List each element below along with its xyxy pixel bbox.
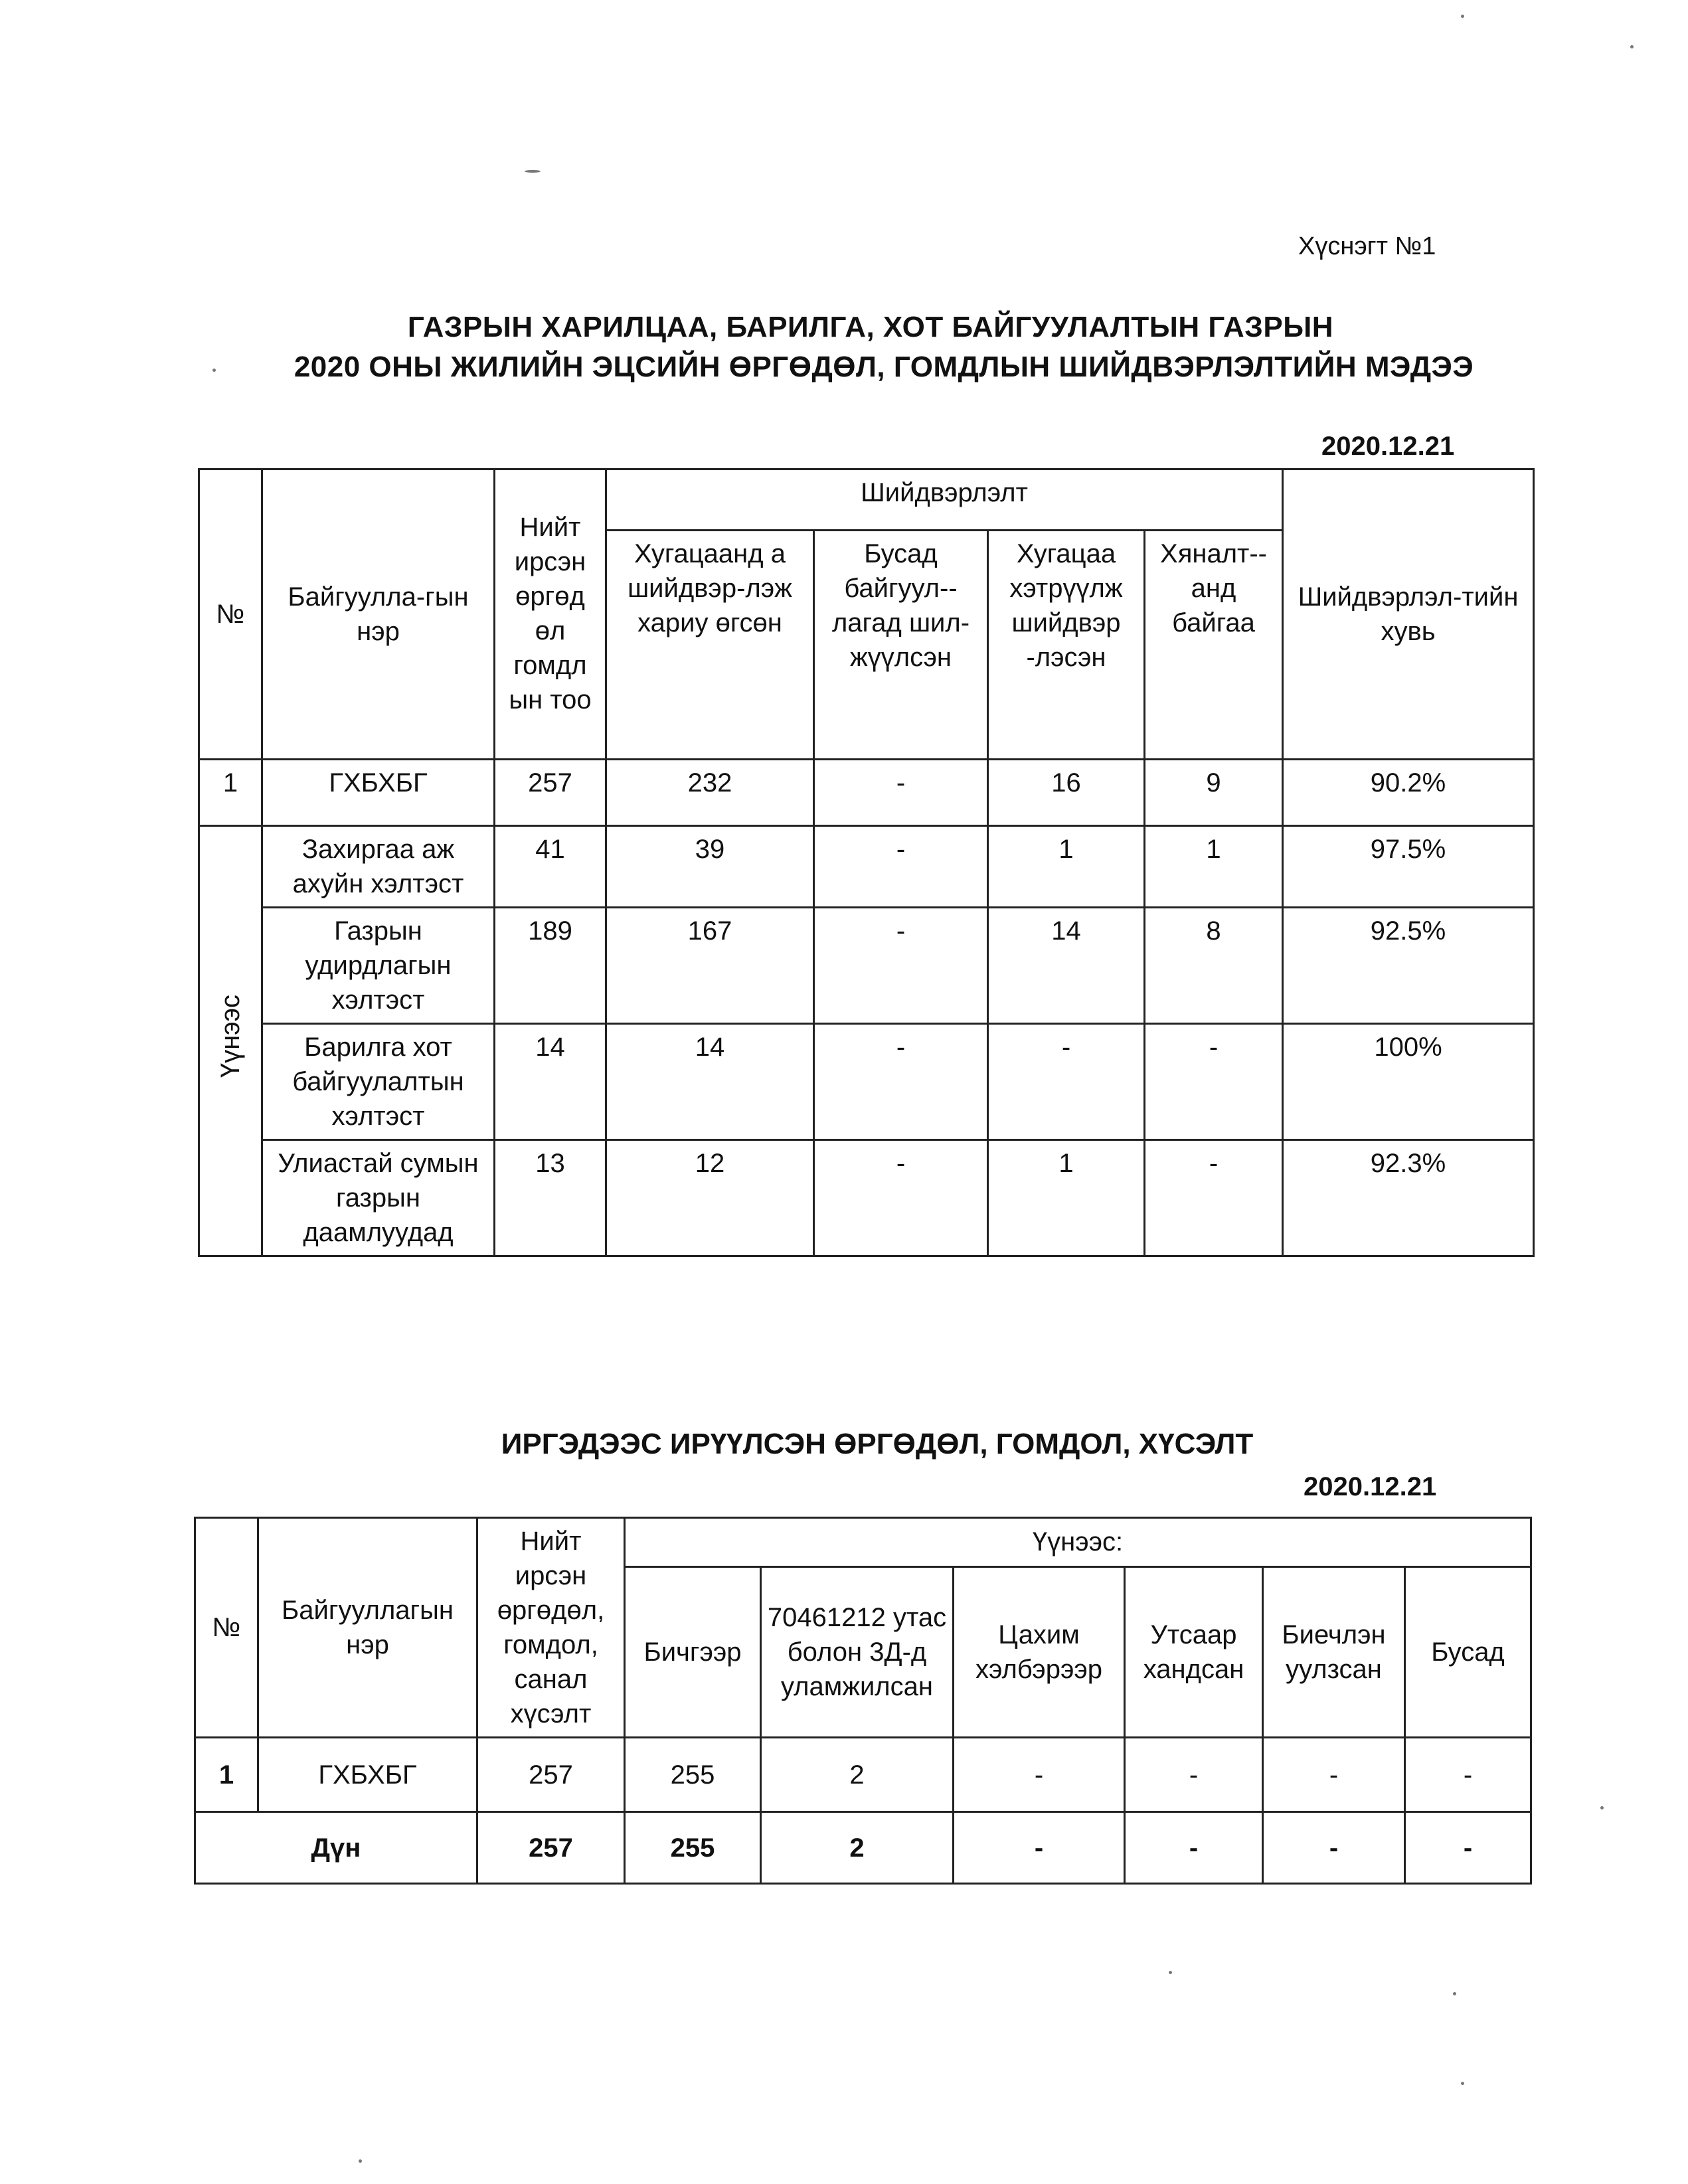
header-no: № xyxy=(195,1518,258,1738)
total-row xyxy=(195,1812,1531,1884)
document-title-line2: 2020 ОНЫ ЖИЛИЙН ЭЦСИЙН ӨРГӨДӨЛ, ГОМДЛЫН ШИЙДВЭРЛЭЛТИЙН МЭДЭЭ xyxy=(294,351,1474,383)
scan-speck xyxy=(1600,1806,1604,1809)
cell-other: - xyxy=(814,826,988,908)
header-written: Бичгээр xyxy=(625,1566,761,1737)
header-other: Бусад xyxy=(1405,1566,1531,1737)
scan-speck xyxy=(359,2159,362,2163)
cell-org: ГХБХБГ xyxy=(258,1738,477,1812)
cell-rate: 90.2% xyxy=(1283,760,1534,826)
cell-monitoring: - xyxy=(1145,1024,1283,1140)
cell-total: 257 xyxy=(477,1738,625,1812)
header-rate: Шийдвэрлэл-тийн хувь xyxy=(1283,469,1534,760)
cell-rate: 100% xyxy=(1283,1024,1534,1140)
scan-speck xyxy=(1461,15,1464,18)
header-total: Нийт ирсэн өргөд өл гомдл ын тоо xyxy=(495,469,606,760)
cell-phone-line: 2 xyxy=(761,1738,954,1812)
group-label-cell xyxy=(199,826,262,1256)
cell-monitoring: 1 xyxy=(1145,826,1283,908)
table-row-sub xyxy=(199,826,1534,908)
cell-monitoring: - xyxy=(1145,1140,1283,1256)
cell-rate: 92.5% xyxy=(1283,908,1534,1024)
header-resolution: Шийдвэрлэлт xyxy=(606,469,1283,531)
cell-rate: 97.5% xyxy=(1283,826,1534,908)
cell-org: Захиргаа аж ахуйн хэлтэст xyxy=(262,826,495,908)
cell-no: 1 xyxy=(199,760,262,826)
scan-speck xyxy=(525,170,541,173)
cell-extended: - xyxy=(988,1024,1145,1140)
cell-monitoring: 8 xyxy=(1145,908,1283,1024)
header-monitoring: Хяналт--анд байгаа xyxy=(1145,531,1283,760)
table-row-sub xyxy=(199,1024,1534,1140)
cell-extended: 1 xyxy=(988,1140,1145,1256)
document-title-line1: ГАЗРЫН ХАРИЛЦАА, БАРИЛГА, ХОТ БАЙГУУЛАЛТЫН ГАЗРЫН xyxy=(407,311,1334,343)
cell-by-phone: - xyxy=(1125,1812,1263,1884)
header-no: № xyxy=(199,469,262,760)
cell-written: 255 xyxy=(625,1812,761,1884)
cell-ontime: 232 xyxy=(606,760,814,826)
scan-speck xyxy=(1630,45,1634,48)
table-row-main xyxy=(199,760,1534,826)
cell-monitoring: 9 xyxy=(1145,760,1283,826)
table-row-sub xyxy=(199,908,1534,1024)
cell-by-phone: - xyxy=(1125,1738,1263,1812)
cell-org: Газрын удирдлагын хэлтэст xyxy=(262,908,495,1024)
cell-other: - xyxy=(814,908,988,1024)
header-other-orgs: Бусад байгуул--лагад шил-жүүлсэн xyxy=(814,531,988,760)
cell-ontime: 12 xyxy=(606,1140,814,1256)
cell-ontime: 14 xyxy=(606,1024,814,1140)
header-by-phone: Утсаар хандсан xyxy=(1125,1566,1263,1737)
scan-speck xyxy=(1169,1971,1172,1974)
cell-in-person: - xyxy=(1263,1738,1405,1812)
header-phone-line: 70461212 утас болон 3Д-д уламжилсан xyxy=(761,1566,954,1737)
header-org-name: Байгуулла-гын нэр xyxy=(262,469,495,760)
header-total: Нийт ирсэн өргөдөл, гомдол, санал хүсэлт xyxy=(477,1518,625,1738)
table-row xyxy=(195,1738,1531,1812)
cell-electronic: - xyxy=(954,1812,1125,1884)
cell-written: 255 xyxy=(625,1738,761,1812)
cell-total: 189 xyxy=(495,908,606,1024)
header-extended: Хугацаа хэтрүүлж шийдвэр -лэсэн xyxy=(988,531,1145,760)
total-label: Дүн xyxy=(195,1812,477,1884)
cell-other: - xyxy=(1405,1812,1531,1884)
scan-speck xyxy=(212,369,216,372)
cell-phone-line: 2 xyxy=(761,1812,954,1884)
cell-no: 1 xyxy=(195,1738,258,1812)
report-date: 2020.12.21 xyxy=(1321,432,1455,461)
header-in-person: Биечлэн уулзсан xyxy=(1263,1566,1405,1737)
citizen-requests-table xyxy=(194,1517,1532,1885)
cell-org: Улиастай сумын газрын даамлуудад xyxy=(262,1140,495,1256)
cell-total: 13 xyxy=(495,1140,606,1256)
cell-extended: 1 xyxy=(988,826,1145,908)
header-of-which: Үүнээс: xyxy=(625,1518,1531,1567)
group-label: Үүнээс xyxy=(216,995,245,1078)
resolution-table xyxy=(198,468,1535,1257)
cell-other: - xyxy=(1405,1738,1531,1812)
table-row-sub xyxy=(199,1140,1534,1256)
cell-total: 41 xyxy=(495,826,606,908)
cell-other: - xyxy=(814,1140,988,1256)
cell-total: 257 xyxy=(477,1812,625,1884)
cell-electronic: - xyxy=(954,1738,1125,1812)
cell-in-person: - xyxy=(1263,1812,1405,1884)
cell-total: 257 xyxy=(495,760,606,826)
cell-other: - xyxy=(814,1024,988,1140)
header-ontime: Хугацаанд а шийдвэр-лэж хариу өгсөн xyxy=(606,531,814,760)
section-date: 2020.12.21 xyxy=(1304,1472,1437,1501)
header-electronic: Цахим хэлбэрээр xyxy=(954,1566,1125,1737)
cell-other: - xyxy=(814,760,988,826)
cell-org: Барилга хот байгуулалтын хэлтэст xyxy=(262,1024,495,1140)
header-org-name: Байгууллагын нэр xyxy=(258,1518,477,1738)
cell-org: ГХБХБГ xyxy=(262,760,495,826)
cell-extended: 14 xyxy=(988,908,1145,1024)
cell-ontime: 167 xyxy=(606,908,814,1024)
cell-extended: 16 xyxy=(988,760,1145,826)
cell-ontime: 39 xyxy=(606,826,814,908)
cell-rate: 92.3% xyxy=(1283,1140,1534,1256)
scan-speck xyxy=(1453,1992,1456,1995)
annex-label: Хүснэгт №1 xyxy=(1298,232,1436,260)
scan-speck xyxy=(1461,2082,1464,2085)
section-title: ИРГЭДЭЭС ИРҮҮЛСЭН ӨРГӨДӨЛ, ГОМДОЛ, ХҮСЭЛТ xyxy=(501,1428,1254,1460)
cell-total: 14 xyxy=(495,1024,606,1140)
